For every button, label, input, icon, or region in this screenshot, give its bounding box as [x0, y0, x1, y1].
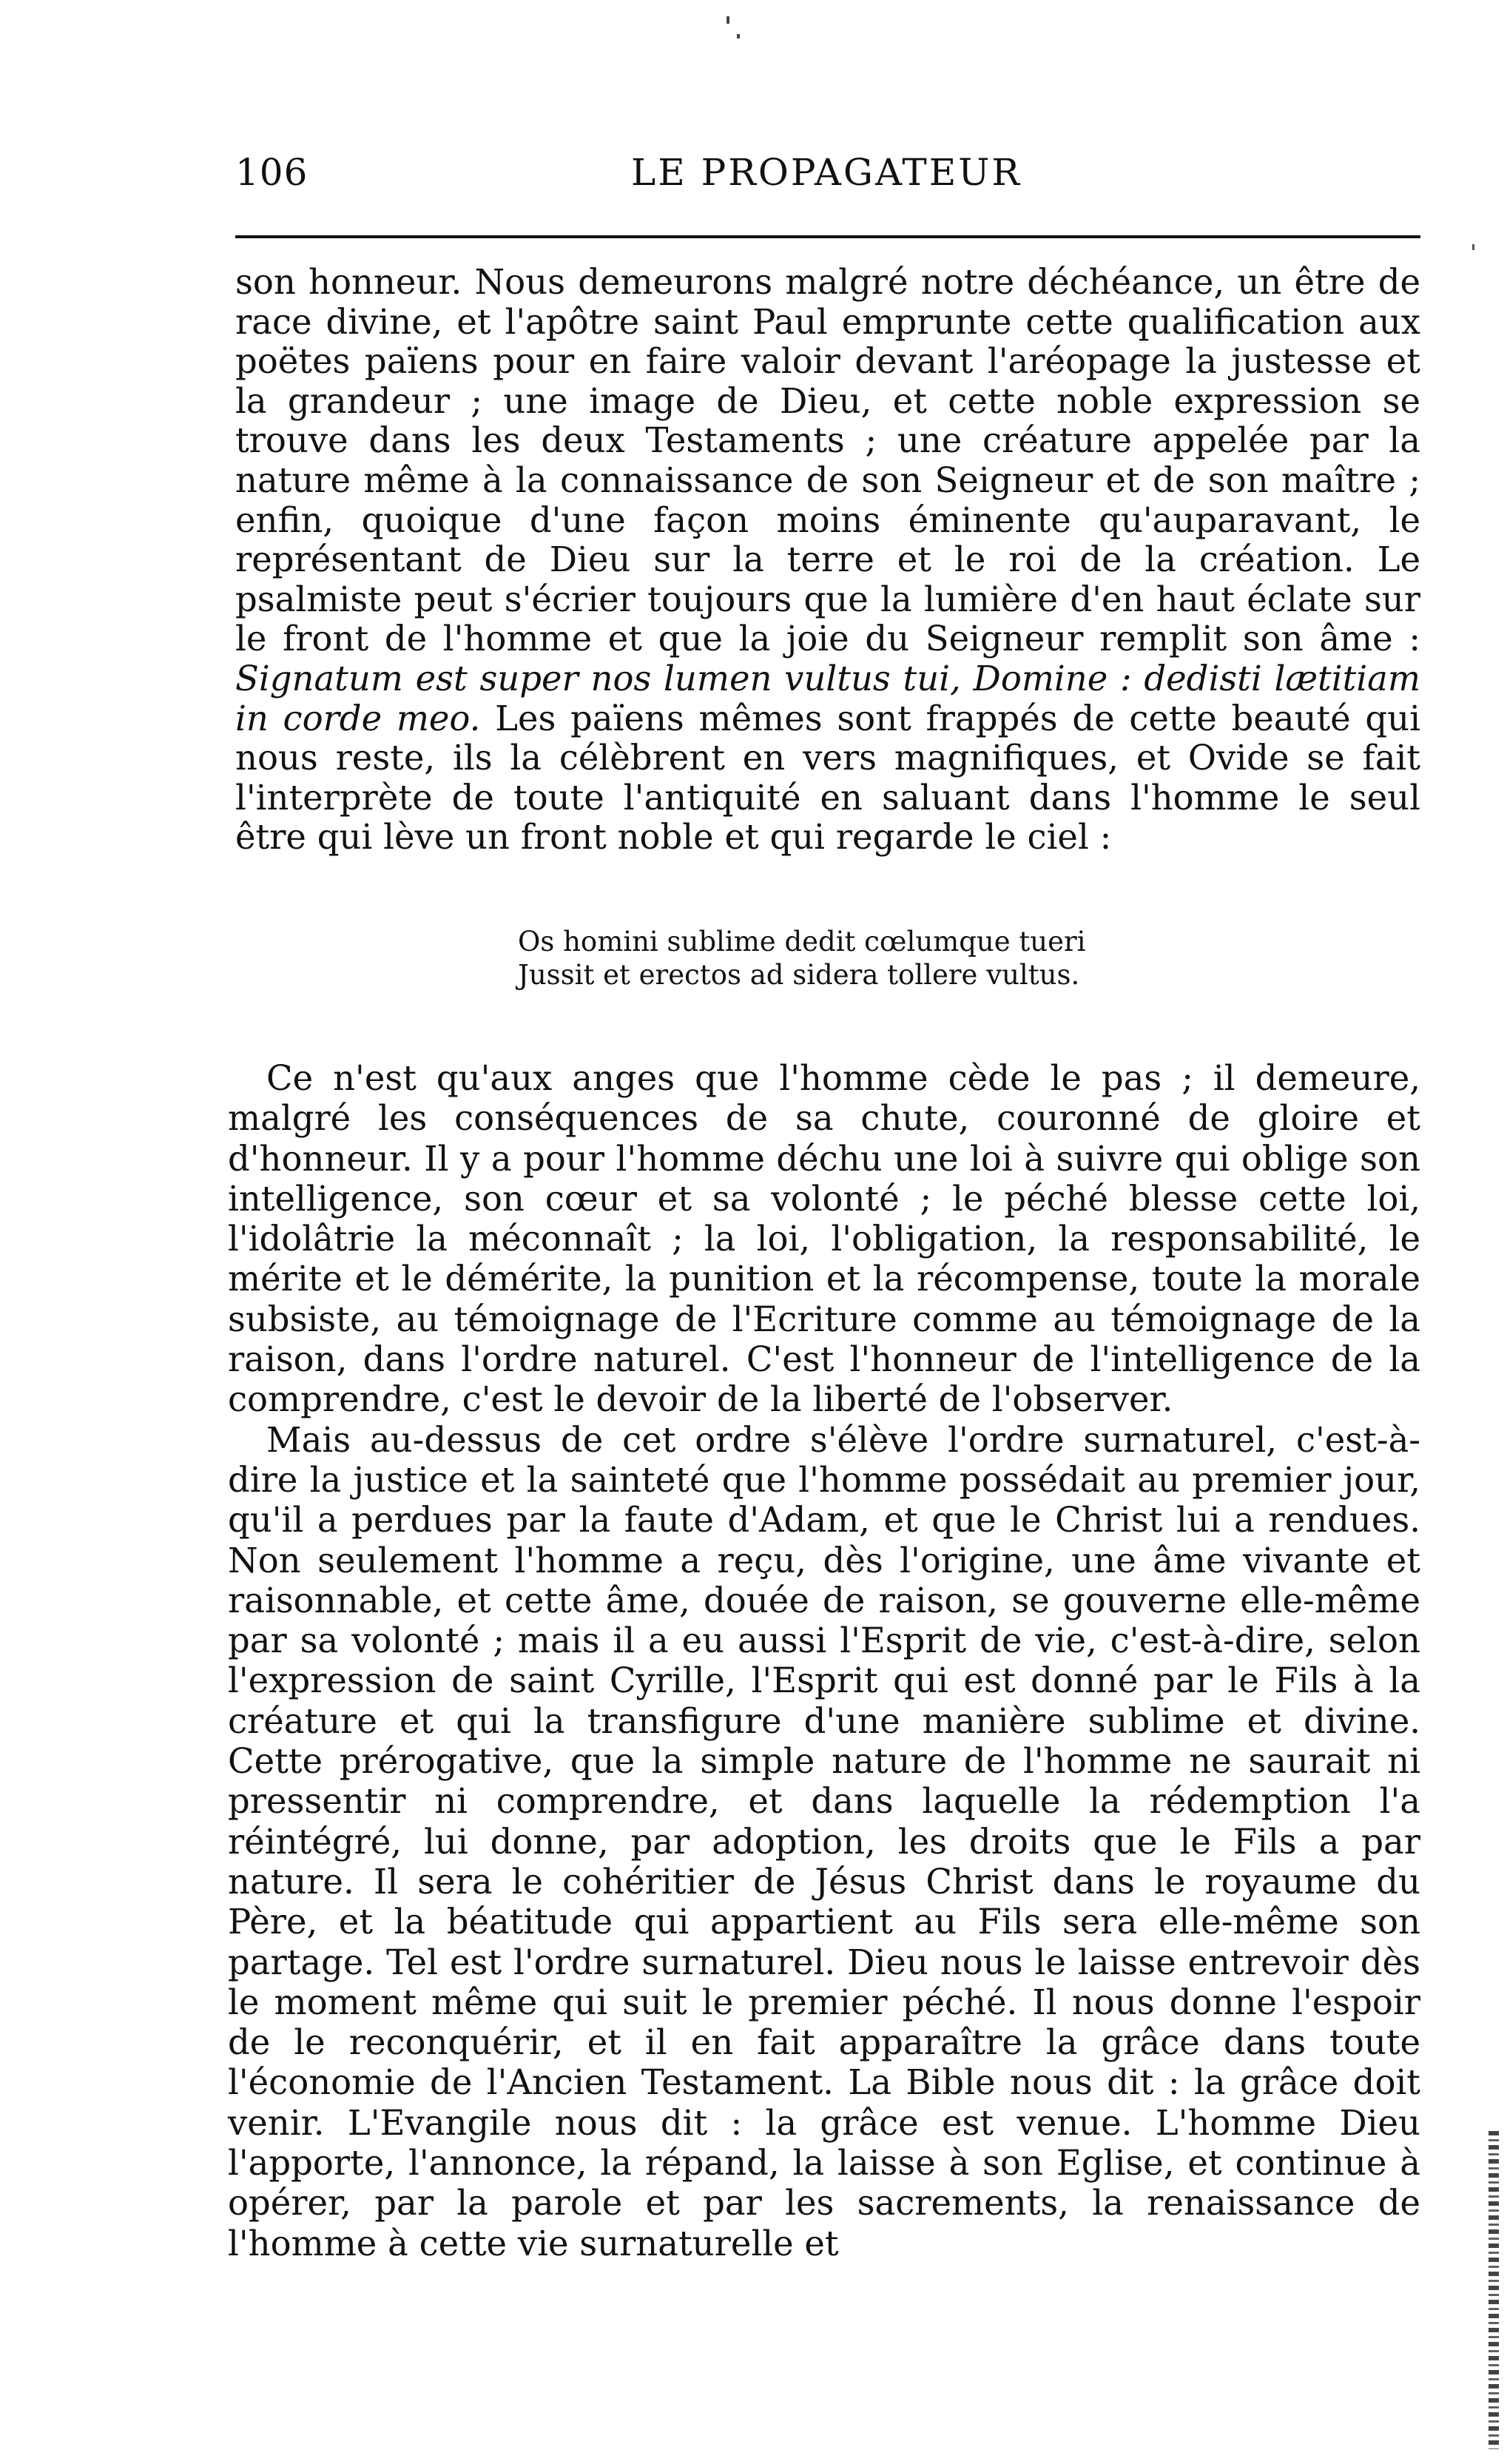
paragraph-text: Les païens mêmes sont frappés de cette beauté qui nous reste, ils la célèbrent en vers magnifiques, et Ovide se fait l'interprète de toute l'antiquité en saluant dans l'homme le seul être qui lève un front noble et qui regarde le ciel :: [235, 698, 1420, 858]
paragraph: Mais au-dessus de cet ordre s'élève l'ordre surnaturel, c'est-à-dire la justice et la sainteté que l'homme possédait au premier jour, qu'il a perdues par la faute d'Adam, et que le Christ lui a rendues. Non seulement l'homme a reçu, dès l'origine, une âme vivante et raisonnable, et cette âme, douée de raison, se gouverne elle-même par sa volonté ; mais il a eu aussi l'Esprit de vie, c'est-à-dire, selon l'expression de saint Cyrille, l'Esprit qui est donné par le Fils à la créature et qui la transfigure d'une manière sublime et divine. Cette prérogative, que la simple nature de l'homme ne saurait ni pressentir ni comprendre, et dans laquelle la rédemption l'a réintégré, lui donne, par adoption, les droits que le Fils a par nature. Il sera le cohéritier de Jésus Christ dans le royaume du Père, et la béatitude qui appartient au Fils sera elle-même son partage. Tel est l'ordre surnaturel. Dieu nous le laisse entrevoir dès le moment même qui suit le premier péché. Il nous donne l'espoir de le reconquérir, et il en fait apparaître la grâce dans toute l'économie de l'Ancien Testament. La Bible nous dit : la grâce doit venir. L'Evangile nous dit : la grâce est venue. L'homme Dieu l'apporte, l'annonce, la répand, la laisse à son Eglise, et continue à opérer, par la parole et par les sacrements, la renaissance de l'homme à cette vie surnaturelle et: [228, 1419, 1420, 2263]
paragraph-text: son honneur. Nous demeurons malgré notre déchéance, un être de race divine, et l'apôtre saint Paul emprunte cette qualification aux poëtes païens pour en faire valoir devant l'aréopage la justesse et la grandeur ; une image de Dieu, et cette noble expression se trouve dans les deux Testaments ; une créature appelée par la nature même à la connaissance de son Seigneur et de son maître ; enfin, quoique d'une façon moins éminente qu'auparavant, le représentant de Dieu sur la terre et le roi de la création. Le psalmiste peut s'écrier toujours que la lumière d'en haut éclate sur le front de l'homme et que la joie du Seigneur remplit son âme :: [235, 262, 1420, 659]
page-header: [235, 141, 1422, 200]
print-speck: [737, 34, 740, 38]
verse-quotation: [518, 925, 1184, 992]
latin-citation: Signatum est super nos lumen vultus tui, Domine : dedisti lætitiam in corde meo.: [235, 658, 1420, 738]
main-text-bottom: [228, 1058, 1420, 2263]
paragraph: Ce n'est qu'aux anges que l'homme cède le pas ; il demeure, malgré les conséquences de sa chute, couronné de gloire et d'honneur. Il y a pour l'homme déchu une loi à suivre qui oblige son intelligence, son cœur et sa volonté ; le péché blesse cette loi, l'idolâtrie la méconnaît ; la loi, l'obligation, la responsabilité, le mérite et le démérite, la punition et la récompense, toute la morale subsiste, au témoignage de l'Ecriture comme au témoignage de la raison, dans l'ordre naturel. C'est l'honneur de l'intelligence de la comprendre, c'est le devoir de la liberté de l'observer.: [228, 1058, 1420, 1420]
main-text-top: [235, 263, 1420, 858]
running-title: LE PROPAGATEUR: [631, 151, 1022, 194]
page-number: 106: [235, 151, 309, 194]
scan-edge-artifact: [1489, 2131, 1499, 2449]
header-rule: [235, 235, 1420, 238]
print-speck: [1472, 244, 1474, 250]
paragraph-continuation: [235, 263, 1420, 858]
print-speck: [726, 16, 729, 24]
verse-line: Jussit et erectos ad sidera tollere vultus.: [518, 959, 1080, 991]
verse-line: Os homini sublime dedit cœlumque tueri: [518, 926, 1086, 957]
